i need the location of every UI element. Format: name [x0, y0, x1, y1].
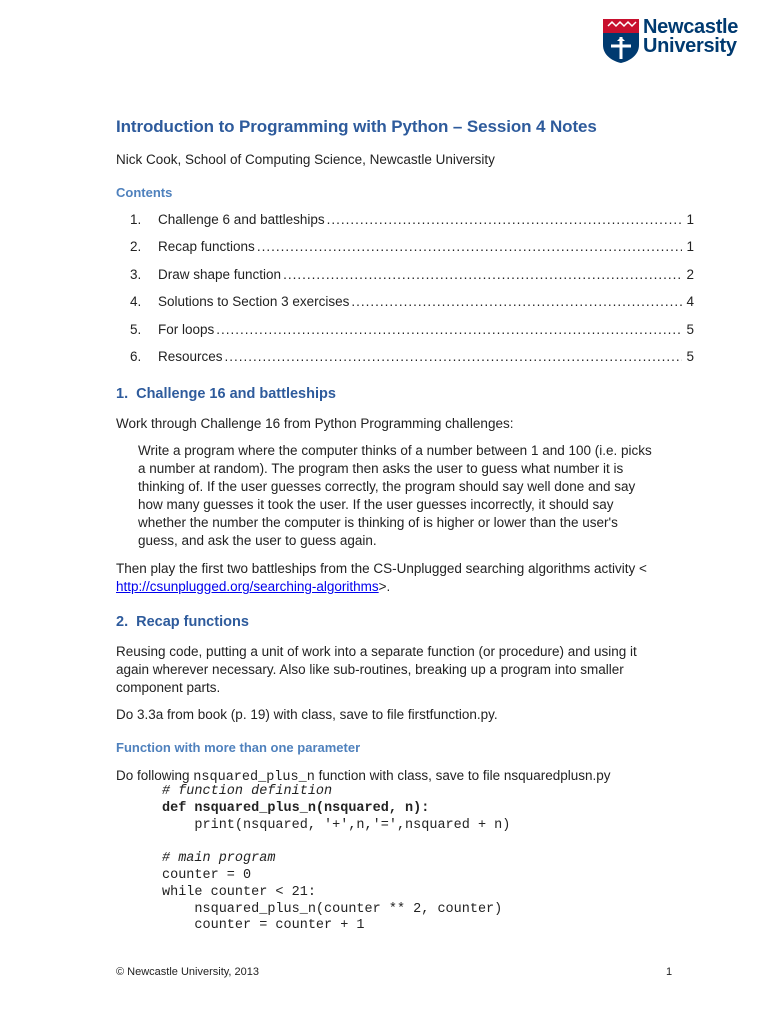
battleships-paragraph: Then play the first two battleships from the CS-Unplugged searching algorithms activity < http://csunplugged.org/searching-algorithms>.: [116, 561, 647, 594]
code-line: counter = 0: [162, 867, 252, 883]
code-comment: # function definition: [162, 784, 333, 799]
toc-entry[interactable]: 4. Solutions to Section 3 exercises ..... 4: [130, 294, 694, 321]
toc-page-number: 5: [686, 321, 694, 337]
toc-entry-label: Resources: [158, 348, 223, 364]
csunplugged-link[interactable]: http://csunplugged.org/searching-algorithms: [116, 579, 379, 594]
table-of-contents: [130, 212, 694, 376]
section-2-heading: 2. Recap functions: [116, 614, 249, 630]
toc-entry[interactable]: 3. Draw shape function ..... 2: [130, 267, 694, 294]
subsection-heading: Function with more than one parameter: [116, 740, 361, 755]
code-line: counter = counter + 1: [162, 918, 365, 934]
code-line: while counter < 21:: [162, 884, 316, 900]
recap-paragraph: Reusing code, putting a unit of work into a separate function (or procedure) and using it again wherever necessary. Also like sub-routines, breaking up a program into smaller component parts.: [116, 644, 637, 695]
toc-entry[interactable]: 2. Recap functions ..... 1: [130, 239, 694, 266]
university-logo: [602, 18, 752, 66]
university-crest-icon: [602, 18, 640, 64]
toc-entry-label: For loops: [158, 321, 215, 337]
logo-wordmark: Newcastle University: [643, 16, 739, 57]
toc-entry-label: Draw shape function: [158, 266, 282, 282]
toc-entry-label: Recap functions: [158, 239, 255, 255]
section-1-heading: 1. Challenge 16 and battleships: [116, 386, 336, 402]
toc-page-number: 1: [686, 239, 694, 255]
footer-copyright: © Newcastle University, 2013: [116, 966, 260, 978]
toc-page-number: 5: [686, 348, 694, 364]
code-line: nsquared_plus_n(counter ** 2, counter): [162, 901, 503, 917]
code-intro-paragraph: Do following nsquared_plus_n function with class, save to file nsquaredplusn.py: [116, 768, 611, 785]
toc-page-number: 4: [686, 294, 694, 310]
toc-page-number: 2: [686, 266, 694, 282]
exercise-paragraph: Do 3.3a from book (p. 19) with class, save to file firstfunction.py.: [116, 707, 498, 722]
toc-entry-label: Challenge 6 and battleships: [158, 212, 325, 227]
code-line: def nsquared_plus_n(nsquared, n):: [162, 800, 430, 816]
toc-page-number: 1: [686, 212, 694, 227]
toc-entry[interactable]: 6. Resources ..... 5: [130, 349, 694, 376]
footer-page-number: 1: [666, 966, 673, 978]
section-1-intro: Work through Challenge 16 from Python Programming challenges:: [116, 416, 514, 431]
page-title: Introduction to Programming with Python – Session 4 Notes: [116, 117, 597, 136]
contents-heading: Contents: [116, 185, 173, 200]
toc-entry[interactable]: 1. Challenge 6 and battleships ..... 1: [130, 212, 694, 239]
code-comment: # main program: [162, 851, 276, 867]
inline-code: nsquared_plus_n: [193, 770, 315, 785]
code-line: print(nsquared, '+',n,'=',nsquared + n): [162, 817, 511, 833]
code-listing: [162, 784, 510, 935]
author-line: Nick Cook, School of Computing Science, Newcastle University: [116, 152, 495, 167]
toc-entry-label: Solutions to Section 3 exercises: [158, 294, 350, 310]
toc-entry[interactable]: 5. For loops ..... 5: [130, 322, 694, 349]
challenge-quote: Write a program where the computer thinks of a number between 1 and 100 (i.e. picks a number at random). The program then asks the user to guess what number it is thinking of. If the user guesses correctly, the program should say well done and say how many guesses it took the user. If the user guesses incorrectly, it should say whether the number the computer is thinking of is higher or lower than the user's guess, and ask the user to guess again.: [138, 443, 652, 548]
